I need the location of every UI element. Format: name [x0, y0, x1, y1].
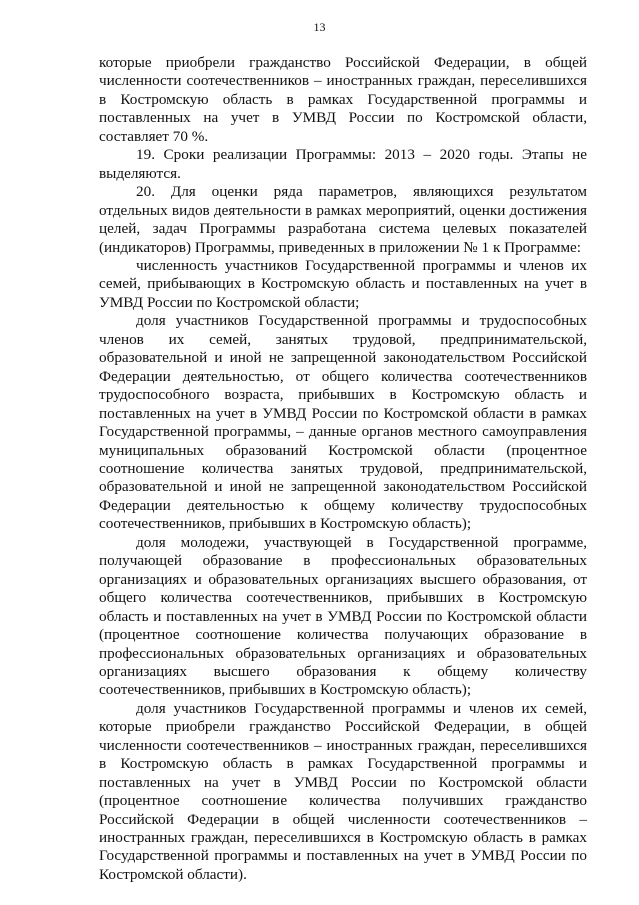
- page-number: 13: [313, 20, 326, 34]
- indicator-paragraph: доля участников Государственной программы и членов их семей, которые приобрели гражданство Российской Федерации, в общей численности соотечественников – иностранных граждан, переселившихся в Костромскую область в рамках Государственной программы и поставленных на учет в УМВД России по Костромской области (процентное соотношение количества получивших гражданство Российской Федерации в общей численности соотечественников – иностранных граждан, переселившихся в Костромскую область в рамках Государственной программы и поставленных на учет в УМВД России по Костромской области).: [99, 699, 587, 883]
- document-body: [99, 54, 587, 884]
- indicator-paragraph: численность участников Государственной программы и членов их семей, прибывающих в Костромскую область и поставленных на учет в УМВД России по Костромской области;: [99, 256, 587, 311]
- paragraph-continuation: которые приобрели гражданство Российской Федерации, в общей численности соотечественников – иностранных граждан, переселившихся в Костромскую область в рамках Государственной программы и поставленных на учет в УМВД России по Костромской области, составляет 70 %.: [99, 54, 587, 145]
- paragraph-item-20: 20. Для оценки ряда параметров, являющихся результатом отдельных видов деятельности в рамках мероприятий, оценки достижения целей, задач Программы разработана система целевых показателей (индикаторов) Программы, приведенных в приложении № 1 к Программе:: [99, 183, 587, 256]
- indicator-paragraph: доля молодежи, участвующей в Государственной программе, получающей образование в профессиональных образовательных организациях и образовательных организациях высшего образования, от общего количества соотечественников, прибывших в Костромскую область и поставленных на учет в УМВД России по Костромской области (процентное соотношение количества получающих образование в профессиональных образовательных организациях и образовательных организациях высшего образования к общему количеству соотечественников, прибывших в Костромскую область);: [99, 533, 587, 699]
- paragraph-item-19: 19. Сроки реализации Программы: 2013 – 2020 годы. Этапы не выделяются.: [99, 146, 587, 182]
- indicator-paragraph: доля участников Государственной программы и трудоспособных членов их семей, занятых трудовой, предпринимательской, образовательной и иной не запрещенной законодательством Российской Федерации деятельностью, от общего количества соотечественников трудоспособного возраста, прибывших в Костромскую область и поставленных на учет в УМВД России по Костромской области в рамках Государственной программы, – данные органов местного самоуправления муниципальных образований Костромской области (процентное соотношение количества занятых трудовой, предпринимательской, образовательной и иной не запрещенной законодательством Российской Федерации деятельностью к общему количеству трудоспособных соотечественников, прибывших в Костромскую область);: [99, 312, 587, 533]
